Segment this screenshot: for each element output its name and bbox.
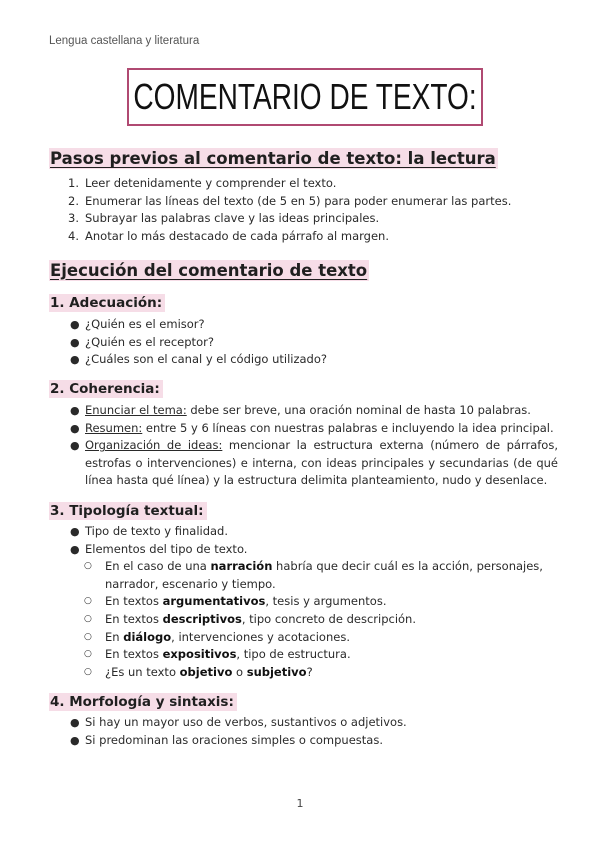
sub-list-item: ○ En textos expositivos, tipo de estructura. xyxy=(84,647,351,662)
page-number: 1 xyxy=(296,797,304,810)
page-title: COMENTARIO DE TEXTO: xyxy=(133,76,477,117)
list-item: ● ¿Quién es el emisor? xyxy=(70,317,205,331)
sub-list-item: ○ En el caso de una narración habría que decir cuál es la acción, personajes, narrador, escenario y tiempo. xyxy=(84,559,543,591)
section-heading-ejecucion: Ejecución del comentario de texto xyxy=(50,261,368,280)
list-item: ● ¿Quién es el receptor? xyxy=(70,334,214,349)
list-item: ● Organización de ideas: mencionar la estructura externa (número de párrafos, estrofas o intervenciones) e interna, con ideas principales y secundarias (de qué línea hasta qué línea) y la estructura delimita planteamiento, nudo y desenlace. xyxy=(70,438,558,488)
list-item: 4. Anotar lo más destacado de cada párrafo al margen. xyxy=(68,228,389,243)
list-item: ● Resumen: entre 5 y 6 líneas con nuestras palabras e incluyendo la idea principal. xyxy=(70,420,554,435)
sub-list-item: ○ ¿Es un texto objetivo o subjetivo? xyxy=(84,664,313,679)
adecuacion-list xyxy=(58,316,558,369)
sub-list-item: ○ En textos argumentativos, tesis y argumentos. xyxy=(84,594,387,609)
list-item: ● Tipo de texto y finalidad. xyxy=(70,524,229,538)
sub-list-item: ○ En diálogo, intervenciones y acotaciones. xyxy=(84,629,350,644)
reading-steps-list xyxy=(58,175,558,245)
tipologia-list xyxy=(58,523,558,681)
subheading-adecuacion: 1. Adecuación: xyxy=(49,294,165,312)
list-item: ● Enunciar el tema: debe ser breve, una oración nominal de hasta 10 palabras. xyxy=(70,403,531,417)
section-heading-lectura: Pasos previos al comentario de texto: la lectura xyxy=(50,149,496,168)
list-item: 1. Leer detenidamente y comprender el texto. xyxy=(68,176,337,190)
list-item: ● ¿Cuáles son el canal y el código utilizado? xyxy=(70,352,327,367)
list-item: 2. Enumerar las líneas del texto (de 5 en 5) para poder enumerar las partes. xyxy=(68,193,512,208)
course-header: Lengua castellana y literatura xyxy=(49,35,200,47)
list-item: 3. Subrayar las palabras clave y las ideas principales. xyxy=(68,211,380,226)
list-item: ● Si predominan las oraciones simples o compuestas. xyxy=(70,732,383,747)
title-box xyxy=(127,68,483,126)
morfologia-list xyxy=(58,714,558,749)
sub-list-item: ○ En textos descriptivos, tipo concreto de descripción. xyxy=(84,611,416,626)
subheading-morfologia: 4. Morfología y sintaxis: xyxy=(49,693,237,711)
list-item: ● Elementos del tipo de texto. ○ En el caso de una narración habría que decir cuál es la acción, personajes, narrador, escenario y tiempo. ○ En textos argumentativos, tesis y argumentos. ○ En textos descriptivos, tipo concreto de descripción. ○ En diálogo, intervenciones y acotaciones. ○ En textos expositivos, tipo de estructura. ○ ¿Es un texto objetivo o subjetivo? xyxy=(58,541,558,682)
tipologia-sublist xyxy=(85,558,558,681)
list-item: ● Si hay un mayor uso de verbos, sustantivos o adjetivos. xyxy=(70,715,407,729)
coherencia-list xyxy=(58,402,558,490)
subheading-tipologia: 3. Tipología textual: xyxy=(49,502,207,520)
subheading-coherencia: 2. Coherencia: xyxy=(49,380,163,398)
